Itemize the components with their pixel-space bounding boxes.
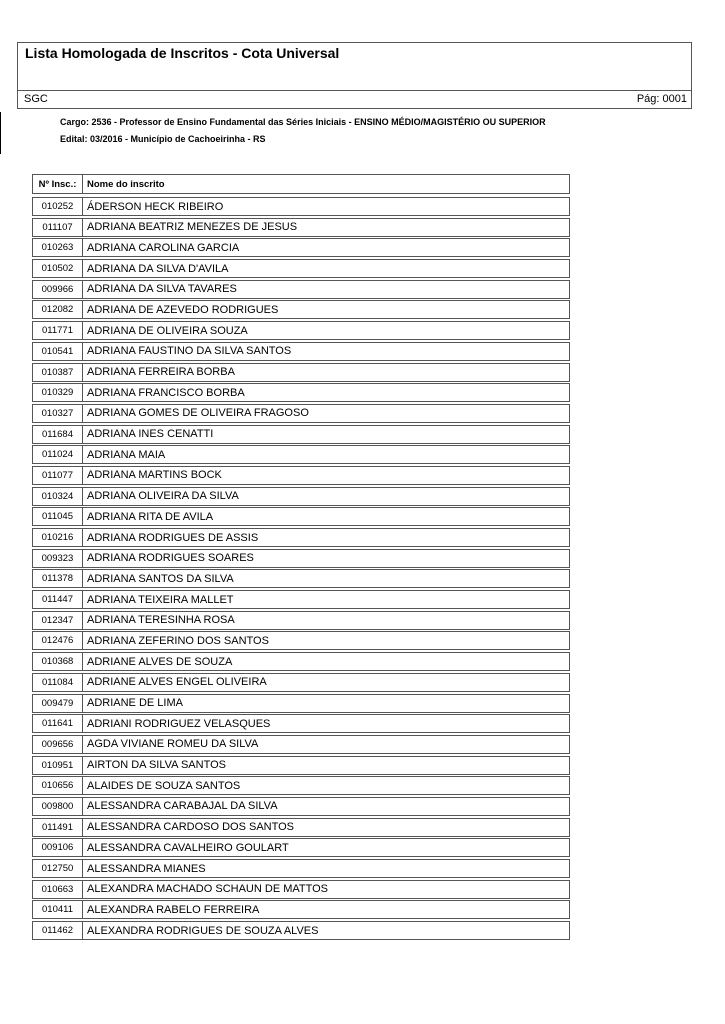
insc-number: 010411 — [33, 901, 83, 918]
insc-number: 011045 — [33, 508, 83, 525]
table-row — [32, 528, 570, 547]
insc-number: 011771 — [33, 322, 83, 339]
table-row — [32, 569, 570, 588]
insc-number: 011462 — [33, 922, 83, 939]
edital-line: Edital: 03/2016 - Município de Cachoeirinha - RS — [60, 134, 266, 144]
candidate-name: ADRIANA BEATRIZ MENEZES DE JESUS — [87, 221, 298, 234]
insc-number: 010656 — [33, 777, 83, 794]
insc-number: 010387 — [33, 364, 83, 381]
insc-number: 011447 — [33, 591, 83, 608]
header-nome: Nome do inscrito — [87, 178, 165, 190]
candidate-name: ALESSANDRA CARABAJAL DA SILVA — [87, 800, 278, 813]
insc-number: 010368 — [33, 653, 83, 670]
table-row — [32, 507, 570, 526]
insc-number: 010951 — [33, 757, 83, 774]
insc-number: 010541 — [33, 343, 83, 360]
insc-number: 012476 — [33, 632, 83, 649]
table-row — [32, 631, 570, 650]
candidate-name: ADRIANA SANTOS DA SILVA — [87, 572, 234, 585]
table-row — [32, 880, 570, 899]
candidate-name: AIRTON DA SILVA SANTOS — [87, 759, 226, 772]
table-row — [32, 797, 570, 816]
candidate-name: ADRIANE ALVES ENGEL OLIVEIRA — [87, 676, 267, 689]
candidate-name: ADRIANA DA SILVA D'AVILA — [87, 262, 229, 275]
table-row — [32, 776, 570, 795]
table-row — [32, 280, 570, 299]
insc-number: 010327 — [33, 405, 83, 422]
insc-number: 012082 — [33, 301, 83, 318]
insc-number: 011491 — [33, 819, 83, 836]
candidate-name: AGDA VIVIANE ROMEU DA SILVA — [87, 738, 259, 751]
table-row — [32, 611, 570, 630]
margin-mark — [0, 112, 1, 154]
candidate-name: ADRIANA DE AZEVEDO RODRIGUES — [87, 303, 279, 316]
insc-number: 009800 — [33, 798, 83, 815]
table-row — [32, 363, 570, 382]
candidate-name: ADRIANA FERREIRA BORBA — [87, 366, 235, 378]
table-row — [32, 921, 570, 940]
candidate-name: ALAIDES DE SOUZA SANTOS — [87, 779, 241, 792]
insc-number: 010216 — [33, 529, 83, 546]
insc-number: 011378 — [33, 570, 83, 587]
insc-number: 010663 — [33, 881, 83, 898]
insc-number: 009106 — [33, 839, 83, 856]
candidate-name: ADRIANA GOMES DE OLIVEIRA FRAGOSO — [87, 407, 309, 420]
candidate-name: ADRIANA DE OLIVEIRA SOUZA — [87, 324, 248, 337]
insc-number: 009323 — [33, 550, 83, 567]
table-row — [32, 383, 570, 402]
candidate-name: ADRIANE ALVES DE SOUZA — [87, 655, 233, 668]
system-label: SGC — [24, 93, 48, 105]
table-row — [32, 321, 570, 340]
candidate-name: ALESSANDRA CAVALHEIRO GOULART — [87, 841, 289, 854]
candidate-name: ALEXANDRA MACHADO SCHAUN DE MATTOS — [87, 883, 329, 896]
insc-number: 011084 — [33, 674, 83, 691]
candidate-name: ADRIANA CAROLINA GARCIA — [87, 241, 240, 254]
table-row — [32, 590, 570, 609]
candidate-name: ADRIANA TERESINHA ROSA — [87, 614, 235, 627]
insc-number: 011077 — [33, 467, 83, 484]
report-title: Lista Homologada de Inscritos - Cota Universal — [25, 45, 340, 61]
table-row — [32, 818, 570, 837]
insc-number: 009966 — [33, 281, 83, 298]
candidate-name: ADRIANA RODRIGUES SOARES — [87, 552, 254, 565]
report-header — [17, 42, 692, 90]
page-number: Pág: 0001 — [636, 93, 687, 105]
table-row — [32, 549, 570, 568]
table-row — [32, 900, 570, 919]
cargo-line: Cargo: 2536 - Professor de Ensino Fundamental das Séries Iniciais - ENSINO MÉDIO/MAGISTÉRIO OU SUPERIOR — [60, 117, 546, 127]
table-row — [32, 735, 570, 754]
candidate-name: ADRIANI RODRIGUEZ VELASQUES — [87, 717, 271, 730]
table-row — [32, 445, 570, 464]
candidate-name: ADRIANA FRANCISCO BORBA — [87, 386, 245, 399]
candidate-name: ADRIANA RODRIGUES DE ASSIS — [87, 531, 259, 544]
table-header — [32, 174, 570, 194]
table-row — [32, 342, 570, 361]
table-row — [32, 259, 570, 278]
insc-number: 011107 — [33, 219, 83, 236]
table-row — [32, 694, 570, 713]
insc-number: 010252 — [33, 198, 83, 215]
insc-number: 011684 — [33, 426, 83, 443]
insc-number: 009479 — [33, 695, 83, 712]
table-row — [32, 652, 570, 671]
table-row — [32, 838, 570, 857]
candidate-name: ADRIANA DA SILVA TAVARES — [87, 283, 237, 296]
table-row — [32, 714, 570, 733]
insc-number: 010324 — [33, 488, 83, 505]
table-row — [32, 859, 570, 878]
candidate-name: ADRIANA TEIXEIRA MALLET — [87, 593, 234, 606]
report-subheader — [17, 90, 692, 109]
table-row — [32, 404, 570, 423]
candidate-name: ÁDERSON HECK RIBEIRO — [87, 200, 224, 213]
candidate-name: ADRIANE DE LIMA — [87, 697, 183, 709]
table-row — [32, 238, 570, 257]
candidate-name: ALEXANDRA RABELO FERREIRA — [87, 903, 260, 916]
insc-number: 011641 — [33, 715, 83, 732]
candidate-name: ADRIANA MARTINS BOCK — [87, 469, 222, 482]
insc-number: 009656 — [33, 736, 83, 753]
table-row — [32, 487, 570, 506]
insc-number: 011024 — [33, 446, 83, 463]
candidate-name: ALEXANDRA RODRIGUES DE SOUZA ALVES — [87, 924, 319, 937]
inscritos-table — [32, 174, 570, 942]
table-row — [32, 425, 570, 444]
insc-number: 012347 — [33, 612, 83, 629]
table-row — [32, 673, 570, 692]
table-row — [32, 756, 570, 775]
table-row — [32, 300, 570, 319]
candidate-name: ADRIANA RITA DE AVILA — [87, 510, 214, 523]
table-row — [32, 466, 570, 485]
insc-number: 010502 — [33, 260, 83, 277]
candidate-name: ADRIANA ZEFERINO DOS SANTOS — [87, 634, 269, 647]
candidate-name: ADRIANA INES CENATTI — [87, 428, 214, 441]
candidate-name: ADRIANA OLIVEIRA DA SILVA — [87, 490, 239, 503]
insc-number: 010329 — [33, 384, 83, 401]
table-row — [32, 197, 570, 216]
candidate-name: ALESSANDRA MIANES — [87, 862, 206, 875]
table-row — [32, 218, 570, 237]
candidate-name: ALESSANDRA CARDOSO DOS SANTOS — [87, 821, 295, 834]
header-insc: Nº Insc.: — [33, 175, 83, 193]
insc-number: 010263 — [33, 239, 83, 256]
insc-number: 012750 — [33, 860, 83, 877]
candidate-name: ADRIANA FAUSTINO DA SILVA SANTOS — [87, 345, 292, 358]
candidate-name: ADRIANA MAIA — [87, 448, 166, 461]
